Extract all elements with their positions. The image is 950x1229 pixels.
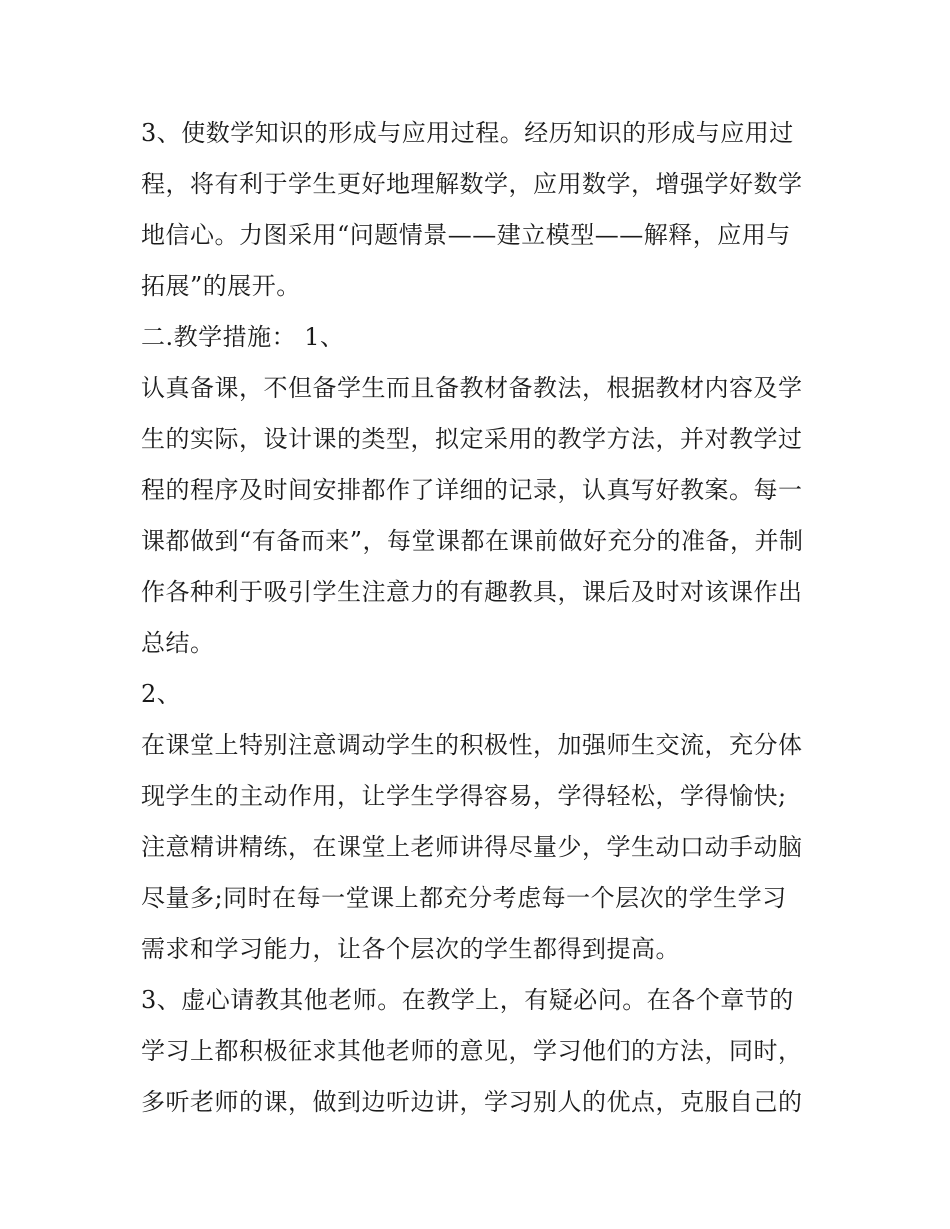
text-line-13: 在课堂上特别注意调动学生的积极性，加强师生交流，充分体 <box>141 731 803 759</box>
text-line-10: 作各种利于吸引学生注意力的有趣教具，课后及时对该课作出 <box>141 578 803 606</box>
text-line-4: 拓展”的展开。 <box>141 272 301 300</box>
text-line-17: 需求和学习能力，让各个层次的学生都得到提高。 <box>141 935 680 963</box>
text-line-6: 认真备课，不但备学生而且备教材备教法，根据教材内容及学 <box>141 374 803 402</box>
text-line-8: 程的程序及时间安排都作了详细的记录，认真写好教案。每一 <box>141 476 803 504</box>
text-line-9: 课都做到“有备而来”，每堂课都在课前做好充分的准备，并制 <box>141 527 804 555</box>
text-line-19: 学习上都积极征求其他老师的意见，学习他们的方法，同时， <box>141 1037 803 1065</box>
text-line-2: 程，将有利于学生更好地理解数学，应用数学，增强学好数学 <box>141 170 803 198</box>
text-line-16: 尽量多;同时在每一堂课上都充分考虑每一个层次的学生学习 <box>141 884 787 912</box>
text-line-20: 多听老师的课，做到边听边讲，学习别人的优点，克服自己的 <box>141 1088 803 1116</box>
section-heading: 二.教学措施： 1、 <box>141 323 345 351</box>
text-line-7: 生的实际，设计课的类型，拟定采用的教学方法，并对教学过 <box>141 425 803 453</box>
text-line-11: 总结。 <box>141 629 215 657</box>
text-line-18: 3、虚心请教其他老师。在教学上，有疑必问。在各个章节的 <box>141 986 794 1014</box>
item-number-2: 2、 <box>141 680 182 708</box>
text-line-14: 现学生的主动作用，让学生学得容易，学得轻松，学得愉快; <box>141 782 787 810</box>
text-line-3: 地信心。力图采用“问题情景——建立模型——解释，应用与 <box>141 221 791 249</box>
document-body <box>141 108 821 1128</box>
text-line-15: 注意精讲精练，在课堂上老师讲得尽量少，学生动口动手动脑 <box>141 833 803 861</box>
text-line-1: 3、使数学知识的形成与应用过程。经历知识的形成与应用过 <box>141 119 794 147</box>
